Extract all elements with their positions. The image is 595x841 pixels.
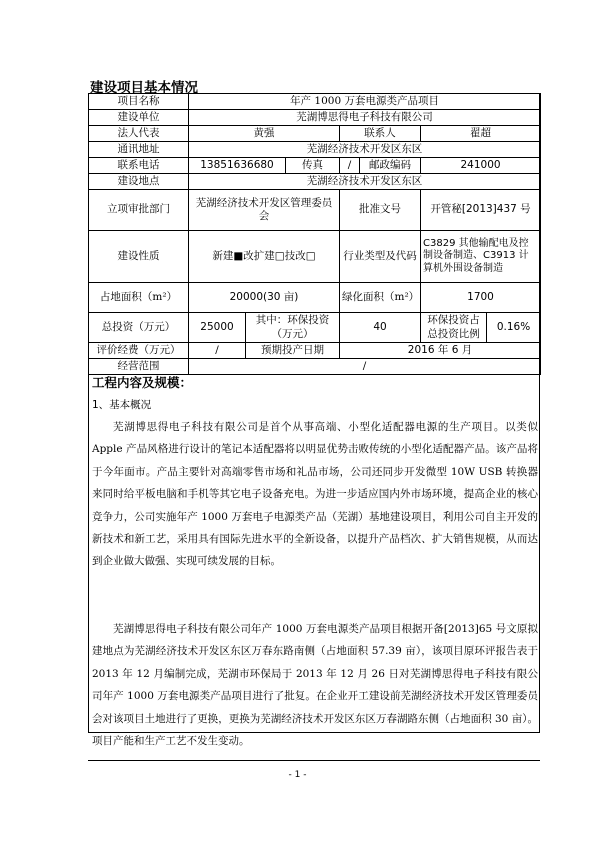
table-row [89, 231, 541, 283]
invest-label: 总投资（万元） [89, 313, 189, 343]
postcode-label: 邮政编码 [360, 158, 421, 174]
green-label: 绿化面积（m²） [340, 283, 421, 313]
contact-value: 翟超 [421, 126, 541, 142]
industry-value: C3829 其他输配电及控制设备制造、C3913 计算机外围设备制造 [421, 231, 541, 283]
table-row [89, 126, 541, 142]
scope-value: / [189, 359, 541, 375]
table-row [89, 174, 541, 190]
table-row [89, 94, 541, 110]
project-name-value: 年产 1000 万套电源类产品项目 [189, 94, 541, 110]
env-ratio-label: 环保投资占总投资比例 [421, 313, 487, 343]
industry-label: 行业类型及代码 [340, 231, 421, 283]
page-number: - 1 - [288, 770, 307, 780]
site-value: 芜湖经济技术开发区东区 [189, 174, 541, 190]
table-row [89, 343, 541, 359]
table-row [89, 283, 541, 313]
nature-label: 建设性质 [89, 231, 189, 283]
fax-value: / [340, 158, 360, 174]
approval-no-value: 开管秘[2013]437 号 [421, 190, 541, 231]
table-row [89, 142, 541, 158]
green-value: 1700 [421, 283, 541, 313]
scope-label: 经营范围 [89, 359, 189, 375]
area-label: 占地面积（m²） [89, 283, 189, 313]
phone-label: 联系电话 [89, 158, 189, 174]
env-ratio-value: 0.16% [487, 313, 541, 343]
project-name-label: 项目名称 [89, 94, 189, 110]
table-row [89, 158, 541, 174]
address-value: 芜湖经济技术开发区东区 [189, 142, 541, 158]
paragraph-site-change: 芜湖博思得电子科技有限公司年产 1000 万套电源类产品项目根据开备[2013]65 号文原拟建地点为芜湖经济技术开发区东区万春东路南侧（占地面积 57.39 亩），该项目原环评报告表于 2013 年 12 月编制完成，芜湖市环保局于 2013 年 12 月 26 日对芜湖博思得电子科技有限公司年产 1000 万套电源类产品项目进行了批复。在企业开工建设前芜湖经济技术开发区管理委员会对该项目土地进行了更换，更换为芜湖经济技术开发区东区万春湖路东侧（占地面积 30 亩）。项目产能和生产工艺不发生变动。 [92, 623, 538, 748]
site-label: 建设地点 [89, 174, 189, 190]
table-row [89, 190, 541, 231]
eval-fee-value: / [189, 343, 246, 359]
fax-label: 传真 [286, 158, 340, 174]
env-invest-label: 其中：环保投资（万元） [246, 313, 340, 343]
env-invest-value: 40 [340, 313, 421, 343]
approval-no-label: 批准文号 [340, 190, 421, 231]
section-title: 工程内容及规模： [92, 375, 193, 390]
builder-value: 芜湖博思得电子科技有限公司 [189, 110, 541, 126]
section-subtitle: 1、基本概况 [92, 399, 152, 411]
approval-dept-value: 芜湖经济技术开发区管理委员会 [189, 190, 340, 231]
project-info-table [88, 93, 541, 375]
builder-label: 建设单位 [89, 110, 189, 126]
page-title: 建设项目基本情况 [90, 80, 198, 96]
address-label: 通讯地址 [89, 142, 189, 158]
legal-rep-label: 法人代表 [89, 126, 189, 142]
table-row [89, 313, 541, 343]
nature-value: 新建■改扩建□技改□ [189, 231, 340, 283]
area-value: 20000(30 亩) [189, 283, 340, 313]
invest-value: 25000 [189, 313, 246, 343]
legal-rep-value: 黄强 [189, 126, 340, 142]
expected-date-value: 2016 年 6 月 [340, 343, 541, 359]
eval-fee-label: 评价经费（万元） [89, 343, 189, 359]
paragraph-overview: 芜湖博思得电子科技有限公司是首个从事高端、小型化适配器电源的生产项目。以类似 Apple 产品风格进行设计的笔记本适配器将以明显优势击败传统的小型化适配器产品。该产品将于今年面市。产品主要针对高端零售市场和礼品市场，公司还同步开发微型 10W USB 转换器来同时给平板电脑和手机等其它电子设备充电。为进一步适应国内外市场环境，提高企业的核心竞争力，公司实施年产 1000 万套电子电源类产品（芜湖）基地建设项目，利用公司自主开发的新技术和新工艺，采用具有国际先进水平的全新设备，以提升产品档次、扩大销售规模，从而达到企业做大做强、实现可续发展的目标。 [92, 421, 538, 568]
postcode-value: 241000 [421, 158, 541, 174]
approval-dept-label: 立项审批部门 [89, 190, 189, 231]
contact-label: 联系人 [340, 126, 421, 142]
footer-rule [88, 760, 540, 761]
phone-value: 13851636680 [189, 158, 286, 174]
table-row [89, 110, 541, 126]
expected-date-label: 预期投产日期 [246, 343, 340, 359]
